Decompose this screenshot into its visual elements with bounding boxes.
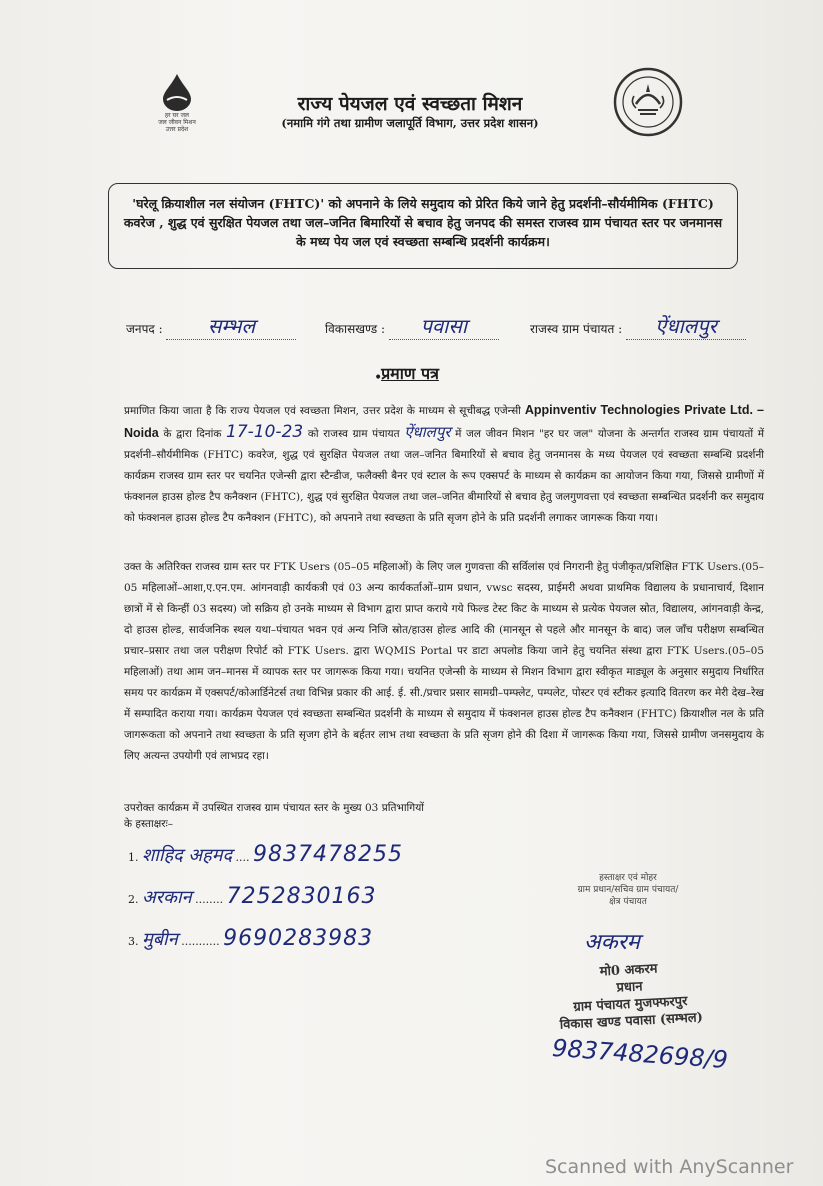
participant-index: 1. — [128, 851, 139, 864]
certificate-paragraph-2: उक्त के अतिरिक्त राजस्व ग्राम स्तर पर FTK Users (05–05 महिलाओं) के लिए जल गुणवत्ता की सर्विलांस एवं निगरानी हेतु पंजीकृत/प्रशिक्षित FTK Users.(05–05 महिलाओं–आशा,ए.एन.एम. आंगनवाड़ी कार्यकत्री एवं 03 अन्य कार्यकर्ताओं–ग्राम प्रधान, vwsc सदस्य, प्राईमरी अथवा प्राथमिक विद्यालय के प्रधानाचार्य, दिशान छात्रों में से किन्हीं 03 सदस्य) जो सक्रिय हो उनके माध्यम से विभाग द्वारा प्राप्त कराये गये फिल्ड टेस्ट किट के माध्यम से प्रत्येक पेयजल स्रोत, विद्यालय, आंगनवाड़ी केन्द्र, दो हाउस होल्ड, सार्वजनिक स्थल यथा–पंचायत भवन एवं अन्य निजि स्रोत/हाउस होल्ड आदि की (मानसून से पहले और मानसून के बाद) जल जाँच परीक्षण सम्बन्धित प्रचार–प्रसार तथा जल परीक्षण रिपोर्ट को FTK Users. द्वारा WQMIS Portal पर डाटा अपलोड किया जाने हेतु चयनित संस्था द्वारा FTK Users.(05–05 महिलाओं) तथा आम जन–मानस में व्यापक स्तर पर जागरूक किया गया। चयनित एजेन्सी के माध्यम से मिशन विभाग द्वारा स्वीकृत माड्यूल के अनुसार समुदाय निर्धारित समय पर कार्यक्रम में एक्सपर्ट/कोआर्डिनेटर्स तथा विभिन्न प्रकार की आई. ई. सी./प्रचार प्रसार सामग्री–पम्फ्लेट, पम्पलेट, पोस्टर एवं स्टीकर इत्यादि वितरण कर मेरी देख–रेख में सम्पादित कराया गया। कार्यक्रम पेयजल एवं स्वच्छता सम्बन्धित प्रदर्शनी के माध्यम से समुदाय में फंक्शनल हाउस होल्ड टैप कनैक्शन (FHTC) क्रियाशील नल के प्रति जागरूकता को अपनाने तथा स्वच्छता के प्रति सृजग होने के बर्हतर लाभ तथा स्वच्छता के प्रति सृजग होने की दिशा में जागरूक किया गया, जिससे ग्रामीण जनसमुदाय के लिए अत्यन्त उपयोगी एवं लाभप्रद रहा। — [124, 561, 764, 762]
authority-signature-label: हस्ताक्षर एवं मोहर ग्राम प्रधान/सचिव ग्राम पंचायत/ क्षेत्र पंचायत — [577, 873, 679, 907]
panchayat-field — [530, 312, 746, 340]
organization-subtitle: (नमामि गंगे तथा ग्रामीण जलापूर्ति विभाग, उत्तर प्रदेश शासन) — [281, 116, 539, 130]
para1-body: में जल जीवन मिशन "हर घर जल" योजना के अन्तर्गत राजस्व ग्राम पंचायतों में प्रदर्शनी–सौर्यमीमिक (FHTC) कवरेज, शुद्ध एवं सुरक्षित पेयजल तथा जल–जनित बिमारियों से बचाव हेतु जनमानस के मध्य पेयजल एवं स्वच्छता सम्बन्धि प्रदर्शनी कार्यक्रम राजस्व ग्राम स्तर पर चयनित एजेन्सी द्वारा स्टैन्डीज, फलैक्सी बैनर एवं स्टाल के रूप एक्सपर्ट के माध्यम से कार्यक्रम का आयोजन किया गया, जिससे ग्रामीणों में फंक्शनल हाउस होल्ड टैप कनैक्शन (FHTC), शुद्ध एवं सुरक्षित पेयजल तथा जल–जनित बीमारियों से बचाव हेतु जलगुणवत्ता एवं स्वच्छता सम्बन्धित प्रदर्शनी कर समुदाय को फंक्शनल हाउस होल्ड टैप कनैक्शन (FHTC), को अपनाने तथा स्वच्छता के प्रति सृजग होने के प्रति प्रदर्शनी लगाकर जागरूक किया गया। — [124, 428, 765, 524]
district-field — [126, 312, 296, 340]
star-mark: • — [374, 370, 383, 386]
organization-title: राज्य पेयजल एवं स्वच्छता मिशन — [297, 93, 523, 115]
participant-phone: 9837478255 — [253, 842, 404, 867]
block-field — [325, 312, 499, 340]
pradhan-stamp: मो0 अकरम प्रधान ग्राम पंचायत मुजफ्फरपुर विकास खण्ड पवासा (सम्भल) — [559, 961, 704, 1033]
panchayat-label: राजस्व ग्राम पंचायत : — [530, 322, 623, 336]
participant-row: 1. शाहिद अहमद .... 9837478255 — [128, 842, 404, 867]
participant-index: 2. — [128, 893, 139, 906]
participant-phone: 7252830163 — [226, 884, 377, 909]
pradhan-signature: अकरम — [584, 930, 640, 955]
participant-index: 3. — [128, 935, 139, 948]
district-label: जनपद : — [126, 322, 163, 336]
para1-date-label: के द्वारा दिनांक — [163, 428, 222, 440]
para1-intro: प्रमाणित किया जाता है कि राज्य पेयजल एवं स्वच्छता मिशन, उत्तर प्रदेश के माध्यम से सूचीबद्ध एजेन्सी — [124, 405, 521, 417]
logo-tagline: हर घर जल जल जीवन मिशन उत्तर प्रदेश — [158, 112, 196, 133]
block-value: पवासा — [420, 314, 468, 338]
scanner-watermark: Scanned with AnyScanner — [545, 1156, 794, 1178]
program-title-box: 'घरेलू क्रियाशील नल संयोजन (FHTC)' को अपनाने के लिये समुदाय को प्रेरित किये जाने हेतु प्रदर्शनी–सौर्यमीमिक (FHTC) कवरेज , शुद्ध एवं सुरक्षित पेयजल तथा जल–जनित बिमारियों से बचाव हेतु जनपद की समस्त राजस्व ग्राम पंचायत स्तर पर जनमानस के मध्य पेय जल एवं स्वच्छता सम्बन्धि प्रदर्शनी कार्यक्रम। — [108, 183, 738, 269]
pradhan-phone: 9837482698/9 — [551, 1033, 729, 1075]
state-emblem-icon — [612, 66, 684, 138]
water-drop-logo-icon — [159, 72, 195, 112]
participants-heading: उपरोक्त कार्यक्रम में उपस्थित राजस्व ग्राम पंचायत स्तर के मुख्य 03 प्रतिभागियों के हस्ताक्षरः– — [124, 802, 424, 830]
agency-name: Appinventiv Technologies Private Ltd. – Noida — [124, 403, 764, 440]
jal-jeevan-mission-logo — [150, 72, 204, 133]
panchayat-value: ऐंधालपुर — [655, 314, 717, 338]
certificate-paragraph-1 — [124, 400, 764, 529]
participant-name: शाहिद अहमद — [142, 845, 233, 866]
participant-row: 3. मुबीन ........... 9690283983 — [128, 926, 374, 951]
district-value: सम्भल — [207, 314, 256, 338]
para1-panchayat-label: को राजस्व ग्राम पंचायत — [307, 428, 400, 440]
program-date: 17-10-23 — [226, 422, 304, 442]
up-government-emblem — [612, 66, 684, 138]
participant-row: 2. अरकान ........ 7252830163 — [128, 884, 377, 909]
certificate-title: प्रमाण पत्र — [381, 364, 439, 383]
participant-name: मुबीन — [142, 929, 178, 950]
panchayat-handwritten: ऐंधालपुर — [404, 423, 451, 441]
block-label: विकासखण्ड : — [325, 322, 386, 336]
participant-phone: 9690283983 — [223, 926, 374, 951]
participant-name: अरकान — [142, 887, 192, 908]
